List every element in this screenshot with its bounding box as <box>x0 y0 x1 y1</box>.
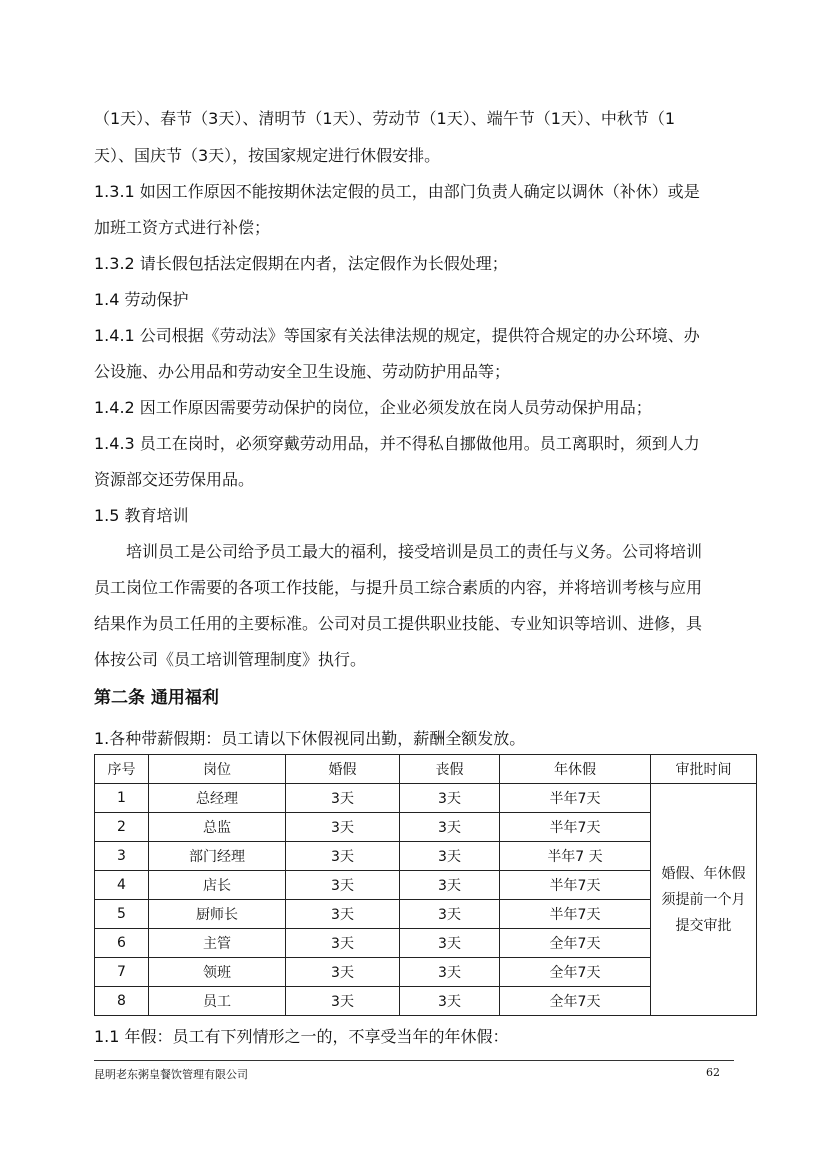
table-cell: 3天 <box>286 929 400 958</box>
approval-line: 婚假、年休假 <box>661 865 746 882</box>
body-line: 1.4.3 员工在岗时，必须穿戴劳动用品，并不得私自挪做他用。员工离职时，须到人力 <box>94 434 700 453</box>
body-line: 结果作为员工任用的主要标准。公司对员工提供职业技能、专业知识等培训、进修，具 <box>94 614 703 633</box>
table-cell: 2 <box>95 813 149 842</box>
table-header-row <box>95 755 757 784</box>
body-line: 天）、国庆节（3天），按国家规定进行休假安排。 <box>94 146 441 165</box>
table-cell: 8 <box>95 987 149 1016</box>
table-cell: 6 <box>95 929 149 958</box>
table-cell: 3天 <box>400 958 500 987</box>
table-cell: 领班 <box>149 958 286 987</box>
annual-leave-note: 1.1 年假：员工有下列情形之一的，不享受当年的年休假： <box>94 1027 509 1046</box>
header-cell: 序号 <box>95 755 149 784</box>
table-cell: 3天 <box>400 900 500 929</box>
body-line: 1.3.2 请长假包括法定假期在内者，法定假作为长假处理； <box>94 254 508 273</box>
section-title: 第二条 通用福利 <box>94 688 219 708</box>
table-cell: 店长 <box>149 871 286 900</box>
body-line: 加班工资方式进行补偿； <box>94 218 271 237</box>
table-cell: 3天 <box>400 929 500 958</box>
header-cell: 审批时间 <box>651 755 757 784</box>
table-cell: 员工 <box>149 987 286 1016</box>
table-cell: 半年7天 <box>500 871 651 900</box>
table-cell: 3天 <box>400 784 500 813</box>
footer-divider <box>94 1060 734 1061</box>
body-line: 1.3.1 如因工作原因不能按期休法定假的员工，由部门负责人确定以调休（补休）或是 <box>94 182 700 201</box>
table-cell: 4 <box>95 871 149 900</box>
approval-line: 提交审批 <box>675 917 732 934</box>
table-cell: 5 <box>95 900 149 929</box>
footer-company: 昆明老东粥皇餐饮管理有限公司 <box>94 1068 248 1081</box>
table-cell: 3天 <box>400 987 500 1016</box>
table-cell: 7 <box>95 958 149 987</box>
approval-time-cell <box>651 784 757 1016</box>
table-cell: 全年7天 <box>500 987 651 1016</box>
table-cell: 半年7 天 <box>500 842 651 871</box>
table-cell: 3天 <box>400 842 500 871</box>
table-cell: 3天 <box>286 813 400 842</box>
table-cell: 半年7天 <box>500 813 651 842</box>
subsection-heading: 1.5 教育培训 <box>94 506 189 525</box>
body-line: 1.4.1 公司根据《劳动法》等国家有关法律法规的规定，提供符合规定的办公环境、办 <box>94 326 700 345</box>
table-cell: 半年7天 <box>500 784 651 813</box>
page-number: 62 <box>706 1066 720 1079</box>
table-cell: 3天 <box>286 784 400 813</box>
subsection-heading: 1.4 劳动保护 <box>94 290 189 309</box>
table-cell: 主管 <box>149 929 286 958</box>
body-line: 体按公司《员工培训管理制度》执行。 <box>94 650 367 669</box>
table-cell: 3 <box>95 842 149 871</box>
table-intro: 1.各种带薪假期：员工请以下休假视同出勤，薪酬全额发放。 <box>94 729 526 748</box>
header-cell: 婚假 <box>286 755 400 784</box>
paid-leave-table <box>94 754 757 1016</box>
table-cell: 3天 <box>286 987 400 1016</box>
body-line: （1天）、春节（3天）、清明节（1天）、劳动节（1天）、端午节（1天）、中秋节（1 <box>94 109 676 128</box>
body-line: 1.4.2 因工作原因需要劳动保护的岗位，企业必须发放在岗人员劳动保护用品； <box>94 398 652 417</box>
table-cell: 总经理 <box>149 784 286 813</box>
body-line: 公设施、办公用品和劳动安全卫生设施、劳动防护用品等； <box>94 362 511 381</box>
header-cell: 岗位 <box>149 755 286 784</box>
table-cell: 全年7天 <box>500 929 651 958</box>
table-cell: 3天 <box>400 871 500 900</box>
table-cell: 厨师长 <box>149 900 286 929</box>
body-line: 员工岗位工作需要的各项工作技能，与提升员工综合素质的内容，并将培训考核与应用 <box>94 578 703 597</box>
table-row <box>95 784 757 813</box>
table-cell: 半年7天 <box>500 900 651 929</box>
header-cell: 丧假 <box>400 755 500 784</box>
table-cell: 3天 <box>286 958 400 987</box>
table-cell: 部门经理 <box>149 842 286 871</box>
table-cell: 总监 <box>149 813 286 842</box>
body-line: 资源部交还劳保用品。 <box>94 470 255 489</box>
table-cell: 3天 <box>286 871 400 900</box>
table-cell: 3天 <box>400 813 500 842</box>
body-line: 培训员工是公司给予员工最大的福利，接受培训是员工的责任与义务。公司将培训 <box>94 542 703 561</box>
header-cell: 年休假 <box>500 755 651 784</box>
approval-line: 须提前一个月 <box>661 891 746 908</box>
table-cell: 3天 <box>286 842 400 871</box>
table-cell: 全年7天 <box>500 958 651 987</box>
table-cell: 3天 <box>286 900 400 929</box>
table-cell: 1 <box>95 784 149 813</box>
